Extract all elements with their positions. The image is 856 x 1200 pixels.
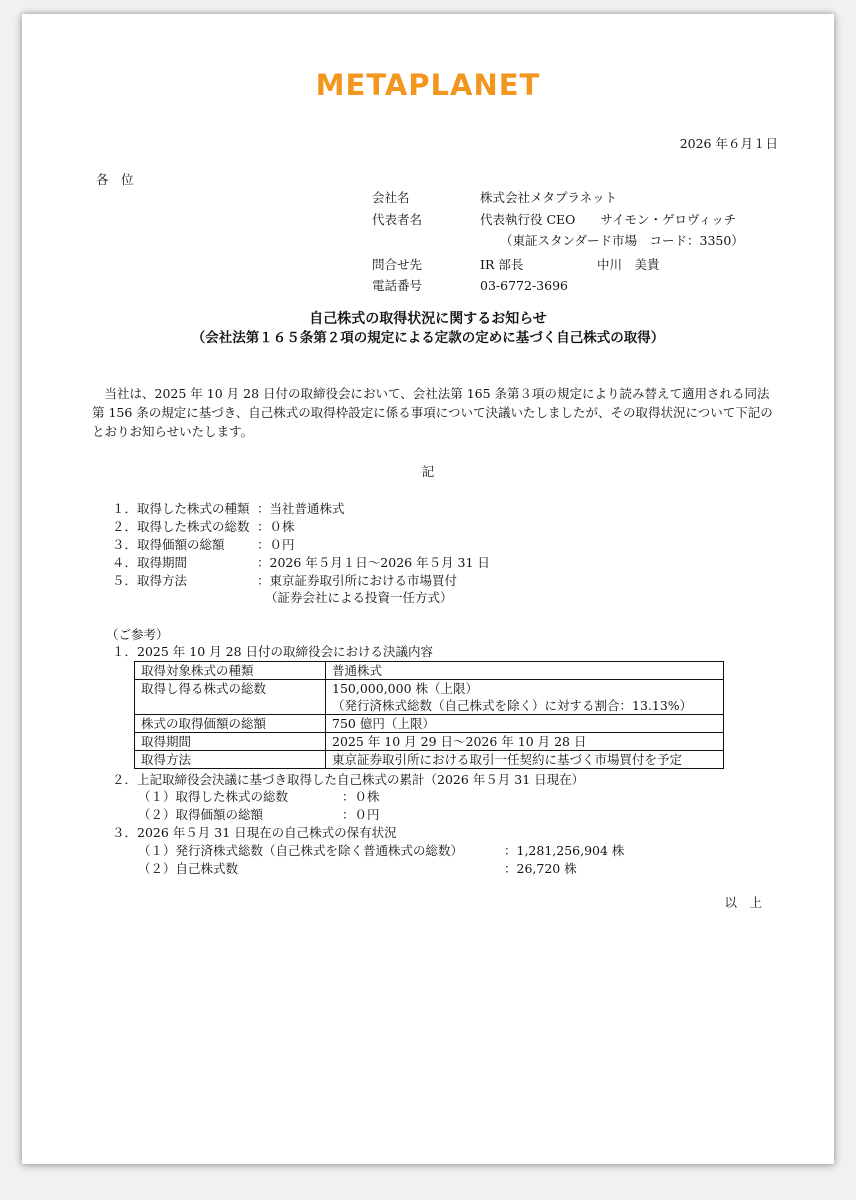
addressee: 各 位 [96,172,134,187]
sec3-item-value: ：26,720 株 [504,861,577,876]
table-value-line: （発行済株式総数（自己株式を除く）に対する割合：13.13%） [332,698,693,713]
sec2-item-label: （２）取得価額の総額 [138,807,264,822]
document-date: 2026 年６月１日 [679,136,778,151]
item-number: ３． [112,537,138,552]
item-value: ：当社普通株式 [257,501,345,516]
table-row [135,662,724,680]
company-name-label: 会社名 [372,190,410,205]
resolution-table [134,661,724,769]
closing-mark: 以 上 [724,895,762,910]
sec2-item-value: ：０円 [342,807,380,822]
body-paragraph: 当社は、2025 年 10 月 28 日付の取締役会において、会社法第 165 条第３項の規定により読み替えて適用される同法第 156 条の規定に基づき、自己株式の取得枠設定に係る事項について決議いたしましたが、その取得状況について下記のとおりお知らせいたします。 [92,386,773,439]
sec3-item-label: （１）発行済株式総数（自己株式を除く普通株式の総数） [138,843,464,858]
item-number: ５． [112,573,138,588]
company-logo: METAPLANET [315,68,541,102]
contact-dept: IR 部長 [480,257,524,272]
table-key: 取得方法 [135,751,326,769]
item-number: １． [112,501,138,516]
table-key: 取得し得る株式の総数 [135,680,326,715]
company-name: 株式会社メタプラネット [480,190,618,205]
phone-label: 電話番号 [372,278,423,293]
table-value-line: 150,000,000 株（上限） [332,681,478,696]
sec2-item-value: ：０株 [342,789,380,804]
reference-section-2: ２．上記取締役会決議に基づき取得した自己株式の累計（2026 年５月 31 日現在） [112,772,585,787]
table-row [135,680,724,715]
sec3-item-value: ：1,281,256,904 株 [504,843,625,858]
sec3-item-label: （２）自己株式数 [138,861,239,876]
item-value: ：2026 年５月１日～2026 年５月 31 日 [257,555,490,570]
contact-label: 問合せ先 [372,257,423,272]
exchange-code: （東証スタンダード市場 コード：3350） [500,233,744,248]
ki-marker: 記 [421,464,435,479]
table-value: 普通株式 [326,662,724,680]
table-row [135,751,724,769]
item-note: （証券会社による投資一任方式） [265,590,453,605]
contact-name: 中川 美貴 [597,257,660,272]
item-number: ２． [112,519,138,534]
item-value: ：０円 [257,537,295,552]
item-label: 取得した株式の総数 [137,519,250,534]
document-page [22,14,834,1164]
item-number: ４． [112,555,138,570]
table-value [326,680,724,715]
representative-label: 代表者名 [372,212,423,227]
table-key: 取得期間 [135,733,326,751]
table-key: 株式の取得価額の総額 [135,715,326,733]
table-value: 750 億円（上限） [326,715,724,733]
item-value: ：０株 [257,519,295,534]
item-value: ：東京証券取引所における市場買付 [257,573,458,588]
phone-number: 03-6772-3696 [480,278,568,293]
item-label: 取得方法 [137,573,188,588]
item-label: 取得期間 [137,555,188,570]
document-title: 自己株式の取得状況に関するお知らせ [309,311,547,327]
item-label: 取得した株式の種類 [137,501,250,516]
sec2-item-label: （１）取得した株式の総数 [138,789,289,804]
reference-section-3: ３．2026 年５月 31 日現在の自己株式の保有状況 [112,825,397,840]
table-value: 東京証券取引所における取引一任契約に基づく市場買付を予定 [326,751,724,769]
table-value: 2025 年 10 月 29 日～2026 年 10 月 28 日 [326,733,724,751]
table-row [135,715,724,733]
table-row [135,733,724,751]
reference-heading: （ご参考） [106,627,169,642]
item-label: 取得価額の総額 [137,537,225,552]
document-subtitle: （会社法第１６５条第２項の規定による定款の定めに基づく自己株式の取得） [191,330,665,346]
reference-section-1: １．2025 年 10 月 28 日付の取締役会における決議内容 [112,644,433,659]
table-key: 取得対象株式の種類 [135,662,326,680]
representative: 代表執行役 CEO サイモン・ゲロヴィッチ [480,212,737,227]
